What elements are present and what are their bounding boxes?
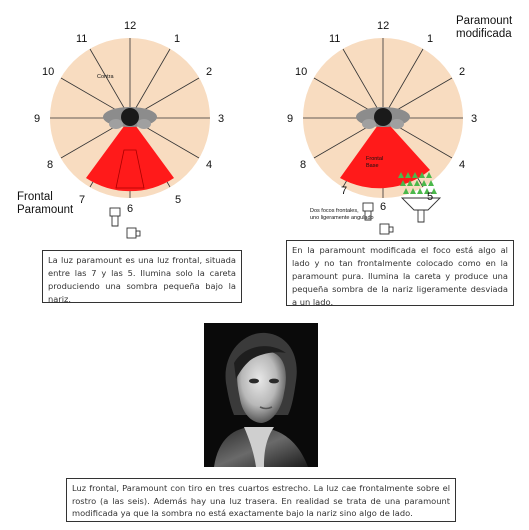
clock-number: 5 <box>175 194 182 206</box>
caption-portrait: Luz frontal, Paramount con tiro en tres cuartos estrecho. La luz cae frontalmente sobre el rostro (a las seis). Además hay una luz trasera. En realidad se trata de una paramount modificada ya que la sombra no está exactamente bajo la nariz sino algo de lado. <box>66 478 456 522</box>
softbox-icon <box>402 198 440 222</box>
clock-number: 8 <box>47 159 54 171</box>
frontal-base-label-1: Frontal <box>366 156 384 162</box>
clock-number: 6 <box>380 201 387 213</box>
clock-number: 4 <box>459 159 466 171</box>
clock-number: 11 <box>76 33 88 45</box>
clock-number: 11 <box>329 33 341 45</box>
clock-number: 8 <box>300 159 307 171</box>
clock-number: 12 <box>124 20 137 32</box>
clock-number: 5 <box>427 191 434 203</box>
clock-number: 6 <box>127 203 134 215</box>
clock-number: 10 <box>295 66 308 78</box>
clock-number: 9 <box>287 113 294 125</box>
clock-number: 3 <box>471 113 478 125</box>
focos-label-1: Dos focos frontales, <box>310 208 359 214</box>
clock-number: 10 <box>42 66 55 78</box>
focos-label-2: uno ligeramente angulado <box>310 215 374 221</box>
diagram-title-line2: modificada <box>456 28 512 40</box>
clock-number: 7 <box>341 185 348 197</box>
caption-paramount-modificada: En la paramount modificada el foco está algo al lado y no tan frontalmente colocado como en la paramount pura. Ilumina la careta y produce una pequeña sombra de la nariz ligeramente desviada a un lado. <box>286 240 514 306</box>
caption-frontal-paramount: La luz paramount es una luz frontal, situada entre las 7 y las 5. Ilumina solo la careta produciendo una sombra pequeña bajo la nariz. <box>42 250 242 303</box>
clock-number: 9 <box>34 113 41 125</box>
clock-number: 2 <box>459 66 466 78</box>
camera-icon <box>380 224 393 234</box>
clock-number: 1 <box>427 33 434 45</box>
frontal-base-label-2: Base <box>366 163 379 169</box>
diagram-title-line1: Frontal <box>17 191 53 203</box>
clock-number: 7 <box>79 194 86 206</box>
clock-number: 3 <box>218 113 225 125</box>
portrait-illustration <box>204 323 318 467</box>
shoulder-right <box>390 119 404 129</box>
shoulder-left <box>362 119 376 129</box>
clock-number: 2 <box>206 66 213 78</box>
clock-number: 4 <box>206 159 213 171</box>
portrait-photo <box>204 323 318 467</box>
contra-label: Contra <box>97 74 114 80</box>
clock-number: 12 <box>377 20 390 32</box>
diagram-title-line2: Paramount <box>17 204 74 216</box>
clock-number: 1 <box>174 33 181 45</box>
diagram-title-line1: Paramount <box>456 15 513 27</box>
head-center <box>374 108 392 126</box>
